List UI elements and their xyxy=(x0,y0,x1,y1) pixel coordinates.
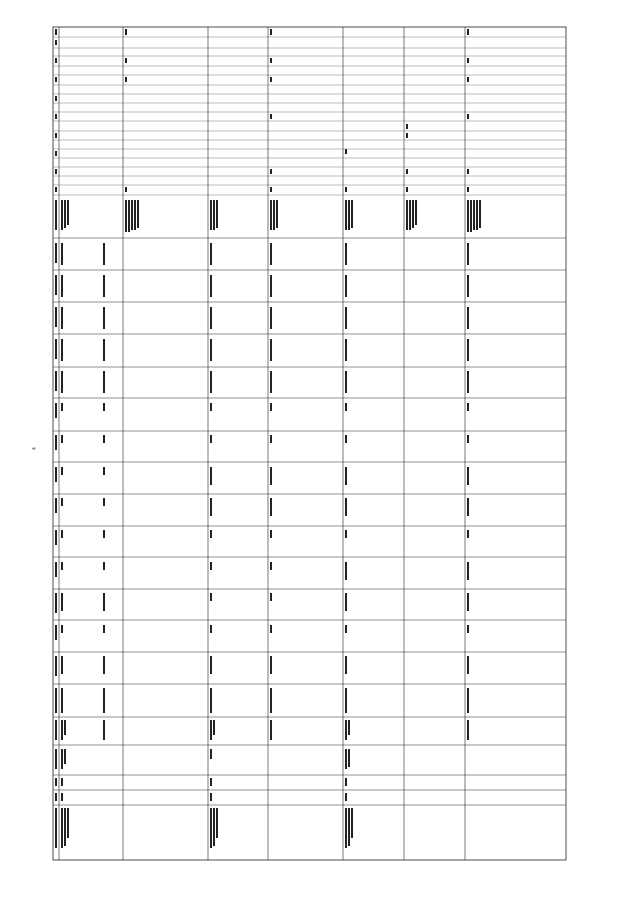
margin-mark: 4 xyxy=(32,447,38,450)
row-lines-top xyxy=(53,37,566,195)
table-border xyxy=(53,27,566,860)
row-lines-bottom xyxy=(53,238,566,805)
column-dividers xyxy=(59,27,465,860)
